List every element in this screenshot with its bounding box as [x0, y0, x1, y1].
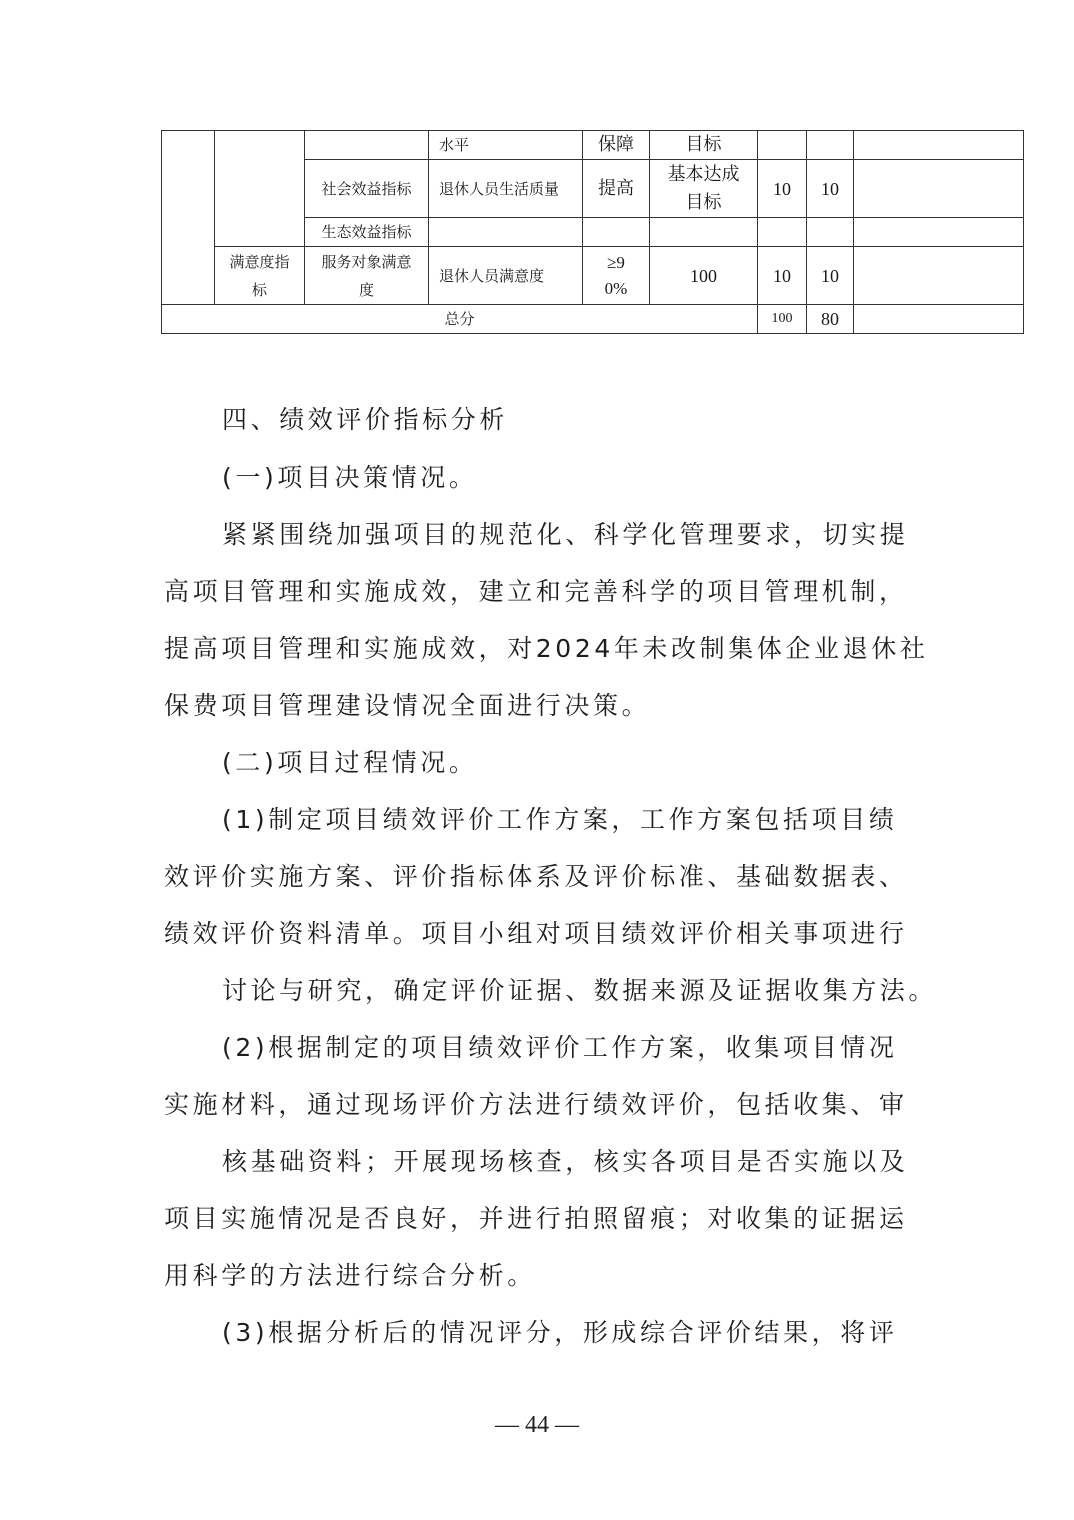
score-cell: 10: [807, 247, 854, 305]
score-cell: 10: [807, 160, 854, 218]
weight-cell: [758, 218, 807, 247]
table-total-row: [162, 305, 1024, 334]
level2-indicator-cell: [215, 131, 305, 247]
weight-cell: 10: [758, 160, 807, 218]
paragraph-line: (1)制定项目绩效评价工作方案，工作方案包括项目绩: [222, 805, 898, 834]
paragraph-line: 用科学的方法进行综合分析。: [164, 1261, 536, 1290]
total-full-score-cell: 100: [758, 305, 807, 334]
actual-value-cell: 100: [650, 247, 758, 305]
actual-value-cell: [650, 218, 758, 247]
weight-cell: [758, 131, 807, 160]
paragraph-line: 高项目管理和实施成效，建立和完善科学的项目管理机制，: [164, 577, 908, 606]
subsection-heading-process: (二)项目过程情况。: [222, 748, 478, 777]
paragraph-line: 实施材料，通过现场评价方法进行绩效评价，包括收集、审: [164, 1090, 908, 1119]
paragraph-line: (2)根据制定的项目绩效评价工作方案，收集项目情况: [222, 1033, 898, 1062]
remark-cell: [854, 160, 1024, 218]
total-actual-score-cell: 80: [807, 305, 854, 334]
section-heading: 四、绩效评价指标分析: [222, 405, 509, 434]
paragraph-line: 绩效评价资料清单。项目小组对项目绩效评价相关事项进行: [164, 919, 908, 948]
table-row: [162, 131, 1024, 160]
indicator-content-cell: 水平: [429, 131, 583, 160]
paragraph-line: 讨论与研究，确定评价证据、数据来源及证据收集方法。: [222, 976, 938, 1005]
subsection-heading-decision: (一)项目决策情况。: [222, 463, 478, 492]
performance-indicator-table: [161, 130, 1024, 334]
remark-cell: [854, 131, 1024, 160]
paragraph-line: 提高项目管理和实施成效，对2024年未改制集体企业退休社: [164, 634, 929, 663]
paragraph-line: 核基础资料；开展现场核查，核实各项目是否实施以及: [222, 1147, 909, 1176]
level2-indicator-cell: 满意度指标: [215, 247, 305, 305]
level3-indicator-cell: 社会效益指标: [305, 160, 429, 218]
target-value-cell: ≥90%: [583, 247, 650, 305]
indicator-content-cell: [429, 218, 583, 247]
target-value-cell: [583, 218, 650, 247]
paragraph-line: 保费项目管理建设情况全面进行决策。: [164, 691, 651, 720]
level3-indicator-cell: 服务对象满意度: [305, 247, 429, 305]
total-label-cell: 总分: [162, 305, 758, 334]
actual-value-cell: 目标: [650, 131, 758, 160]
paragraph-line: (3)根据分析后的情况评分，形成综合评价结果，将评: [222, 1318, 898, 1347]
remark-cell: [854, 218, 1024, 247]
score-cell: [807, 131, 854, 160]
level3-indicator-cell: [305, 131, 429, 160]
indicator-content-cell: 退休人员满意度: [429, 247, 583, 305]
page-number: — 44 —: [495, 1412, 579, 1438]
score-cell: [807, 218, 854, 247]
target-value-cell: 提高: [583, 160, 650, 218]
total-remark-cell: [854, 305, 1024, 334]
remark-cell: [854, 247, 1024, 305]
weight-cell: 10: [758, 247, 807, 305]
actual-value-cell: 基本达成目标: [650, 160, 758, 218]
level1-indicator-cell: [162, 131, 215, 305]
paragraph-line: 项目实施情况是否良好，并进行拍照留痕；对收集的证据运: [164, 1204, 908, 1233]
paragraph-line: 效评价实施方案、评价指标体系及评价标准、基础数据表、: [164, 862, 908, 891]
table-row: [162, 247, 1024, 305]
indicator-content-cell: 退休人员生活质量: [429, 160, 583, 218]
target-value-cell: 保障: [583, 131, 650, 160]
paragraph-line: 紧紧围绕加强项目的规范化、科学化管理要求，切实提: [222, 520, 909, 549]
level3-indicator-cell: 生态效益指标: [305, 218, 429, 247]
